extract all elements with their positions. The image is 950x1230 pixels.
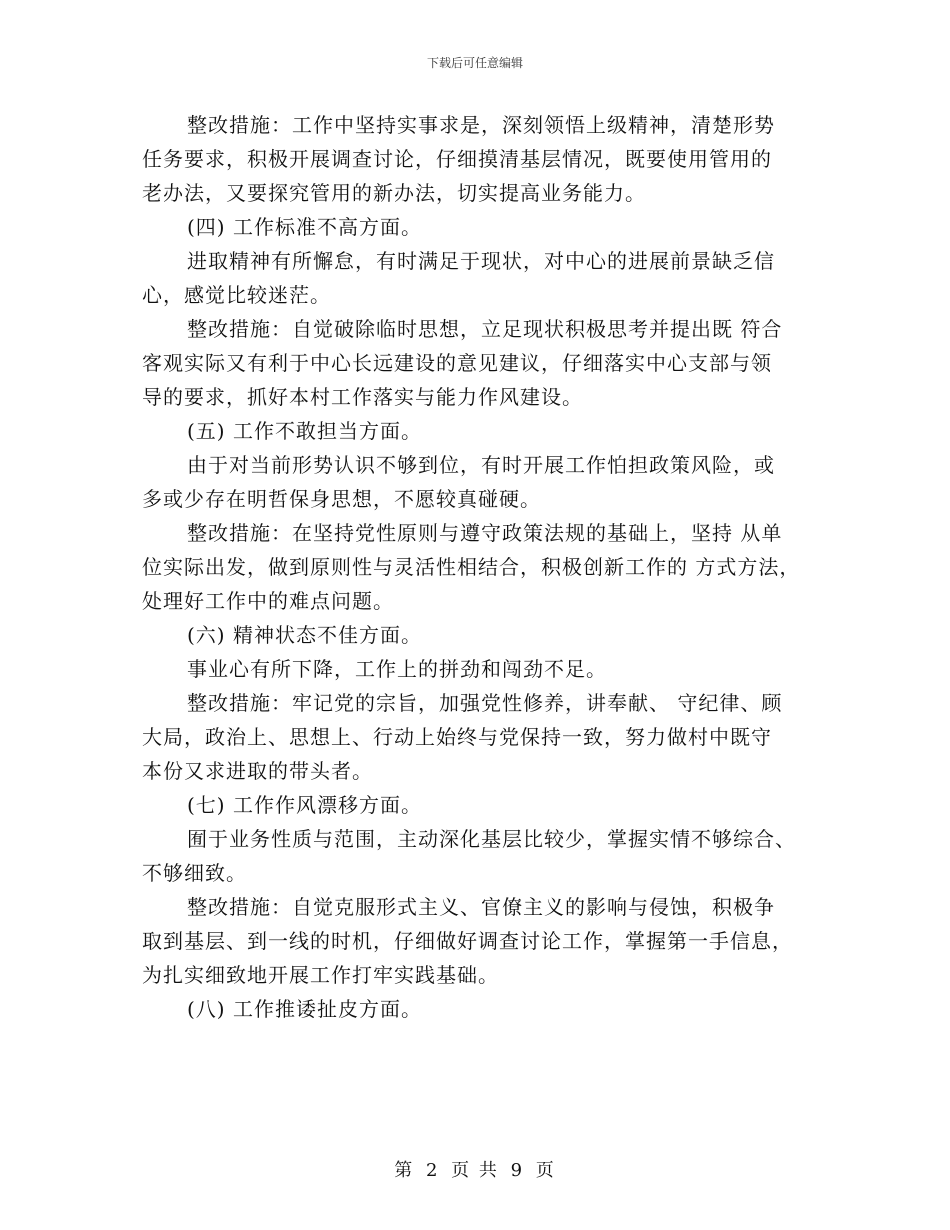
body-text (142, 108, 822, 1026)
text-line: (七) 工作作风漂移方面。 (187, 793, 422, 817)
text-line: 整改措施：自觉克服形式主义、官僚主义的影响与侵蚀，积极争 (187, 895, 775, 919)
text-line: 本份又求进取的带头者。 (142, 759, 373, 783)
footer-current-page: 2 (425, 1160, 440, 1181)
text-line: 囿于业务性质与范围，主动深化基层比较少，掌握实情不够综合、 (187, 827, 796, 851)
text-line: 为扎实细致地开展工作打牢实践基础。 (142, 963, 499, 987)
text-line: 进取精神有所懈怠，有时满足于现状，对中心的进展前景缺乏信 (187, 249, 775, 273)
text-line: 由于对当前形势认识不够到位，有时开展工作怕担政策风险，或 (187, 453, 775, 477)
text-line: 任务要求，积极开展调查讨论，仔细摸清基层情况，既要使用管用的 (142, 147, 772, 171)
text-line: 不够细致。 (142, 861, 247, 885)
footer-middle: 页 共 (451, 1160, 499, 1181)
text-line: 心，感觉比较迷茫。 (142, 283, 331, 307)
text-line: 事业心有所下降，工作上的拼劲和闯劲不足。 (187, 657, 607, 681)
text-line: (五) 工作不敢担当方面。 (187, 419, 422, 443)
footer-prefix: 第 (394, 1160, 415, 1181)
text-line: 处理好工作中的难点问题。 (142, 589, 394, 613)
text-line: 老办法，又要探究管用的新办法，切实提高业务能力。 (142, 181, 646, 205)
text-line: 整改措施：自觉破除临时思想，立足现状积极思考并提出既 符合 (187, 317, 783, 341)
text-line: (八) 工作推诿扯皮方面。 (187, 997, 422, 1021)
text-line: 取到基层、到一线的时机，仔细做好调查讨论工作，掌握第一手信息， (142, 929, 793, 953)
text-line: (六) 精神状态不佳方面。 (187, 623, 422, 647)
text-line: 多或少存在明哲保身思想，不愿较真碰硬。 (142, 487, 541, 511)
text-line: (四) 工作标准不高方面。 (187, 215, 422, 239)
text-line: 整改措施：在坚持党性原则与遵守政策法规的基础上，坚持 从单 (187, 521, 783, 545)
text-line: 整改措施：牢记党的宗旨，加强党性修养，讲奉献、 守纪律、顾 (187, 691, 783, 715)
text-line: 位实际出发，做到原则性与灵活性相结合，积极创新工作的 方式方法， (142, 555, 801, 579)
footer-suffix: 页 (535, 1160, 556, 1181)
text-line: 导的要求，抓好本村工作落实与能力作风建设。 (142, 385, 583, 409)
page-footer (0, 1156, 950, 1182)
header-note: 下载后可任意编辑 (426, 56, 523, 70)
text-line: 大局，政治上、思想上、行动上始终与党保持一致，努力做村中既守 (142, 725, 772, 749)
text-line: 整改措施：工作中坚持实事求是，深刻领悟上级精神，清楚形势 (187, 113, 775, 137)
text-line: 客观实际又有利于中心长远建设的意见建议，仔细落实中心支部与领 (142, 351, 772, 375)
footer-total-pages: 9 (510, 1160, 525, 1181)
